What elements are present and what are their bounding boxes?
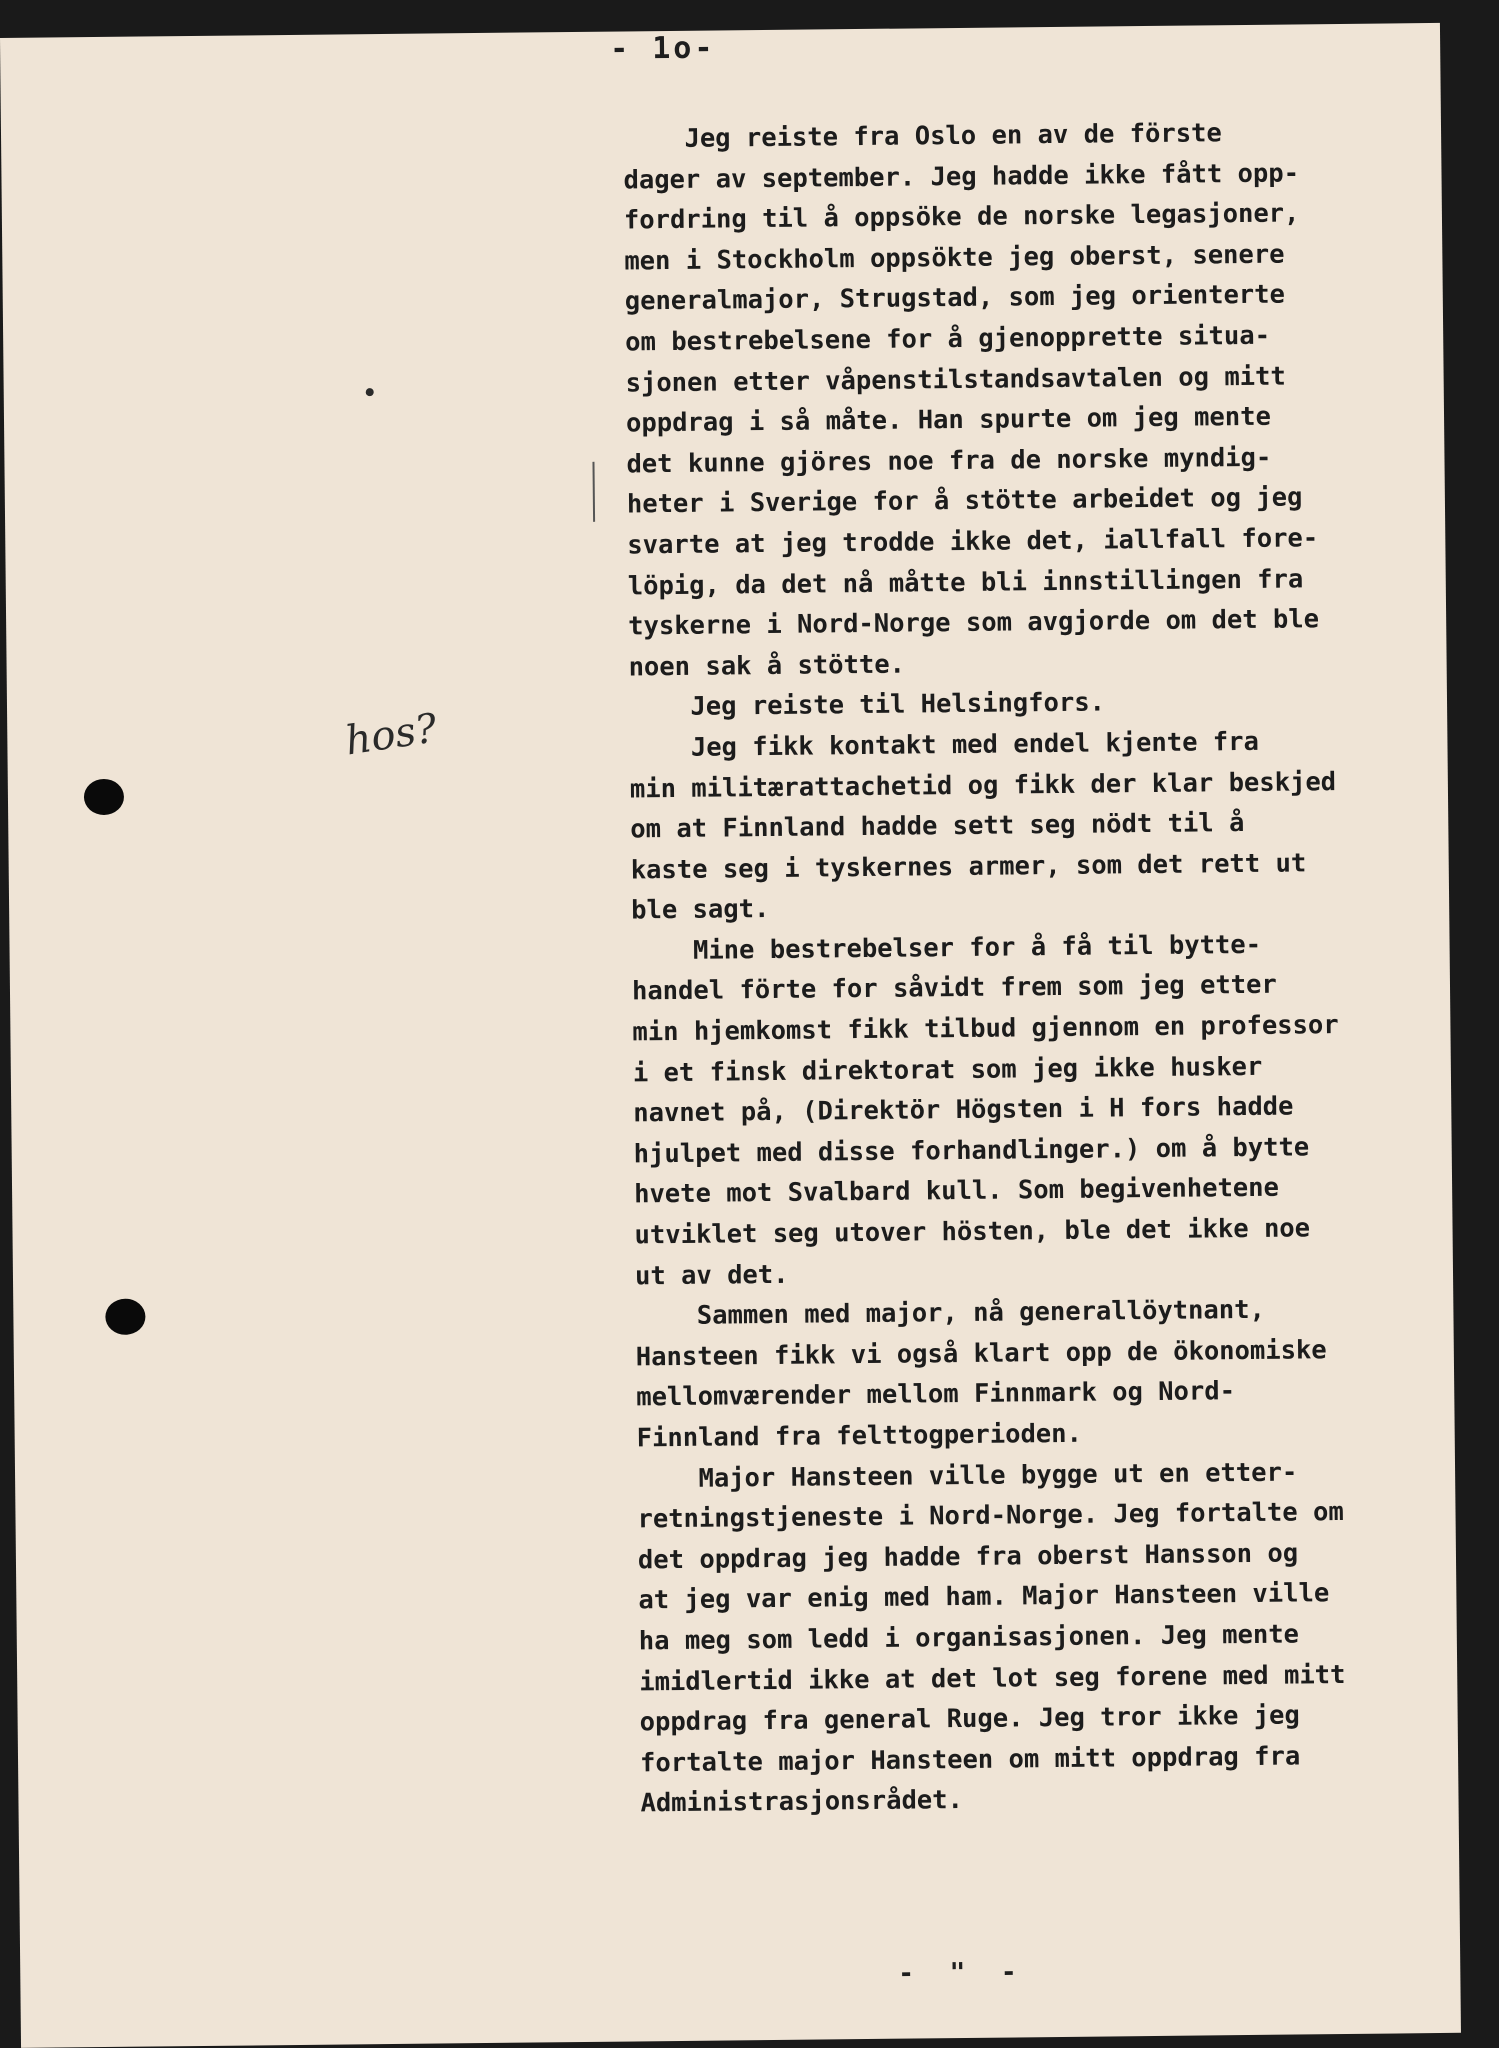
margin-line bbox=[592, 462, 595, 522]
paragraph: Major Hansteen ville bygge ut en etter- retningstjeneste i Nord-Norge. Jeg fortalte om det oppdrag jeg hadde fra oberst Hansson og at jeg var enig med ham. Major Hansteen ville ha meg som ledd i organisasjonen. Jeg mente imidlertid ikke at det lot seg forene med mitt oppdrag fra general Ruge. Jeg tror ikke jeg fortalte major Hansteen om mitt oppdrag fra Administrasjonsrådet. bbox=[636, 1457, 1346, 1819]
document-page bbox=[0, 23, 1461, 2048]
footer-marks: - " - bbox=[898, 1957, 1027, 1989]
ink-speck bbox=[366, 388, 374, 396]
paragraph: Mine bestrebelser for å få til bytte- handel förte for såvidt frem som jeg etter min hjemkomst fikk tilbud gjennom en professor i et finsk direktorat som jeg ikke husker navnet på, (Direktör Högsten i H fors hadde hjulpet med disse forhandlinger.) om å bytte hvete mot Svalbard kull. Som begivenhetene utviklet seg utover hösten, ble det ikke noe ut av det. bbox=[631, 929, 1339, 1292]
paragraph: Sammen med major, nå generallöytnant, Hansteen fikk vi også klart opp de ökonomiske mellomværender mellom Finnmark og Nord- Finnland fra felttogperioden. bbox=[635, 1295, 1327, 1454]
paragraph: Jeg fikk kontakt med endel kjente fra min militærattachetid og fikk der klar beskjed om at Finnland hadde sett seg nödt til å kaste seg i tyskernes armer, som det rett ut ble sagt. bbox=[629, 726, 1337, 926]
punch-hole bbox=[105, 1299, 145, 1335]
page-number: - 1o- bbox=[609, 30, 716, 67]
paragraph: Jeg reiste fra Oslo en av de förste dager av september. Jeg hadde ikke fått opp- fordring til å oppsöke de norske legasjoner, men i Stockholm oppsökte jeg oberst, senere generalmajor, Strugstad, som jeg orienterte om bestrebelsene for å gjenopprette situa- sjonen etter våpenstilstandsavtalen og mitt oppdrag i så måte. Han spurte om jeg mente det kunne gjöres noe fra de norske myndig- heter i Sverige for å stötte arbeidet og jeg svarte at jeg trodde ikke det, iallfall fore- löpig, da det nå måtte bli innstillingen fra tyskerne i Nord-Norge som avgjorde om det ble noen sak å stötte. bbox=[622, 118, 1320, 683]
handwritten-margin-note: hos? bbox=[342, 705, 441, 765]
paragraph: Jeg reiste til Helsingfors. bbox=[628, 687, 1106, 723]
punch-hole bbox=[84, 779, 124, 815]
body-text bbox=[623, 111, 1441, 1824]
